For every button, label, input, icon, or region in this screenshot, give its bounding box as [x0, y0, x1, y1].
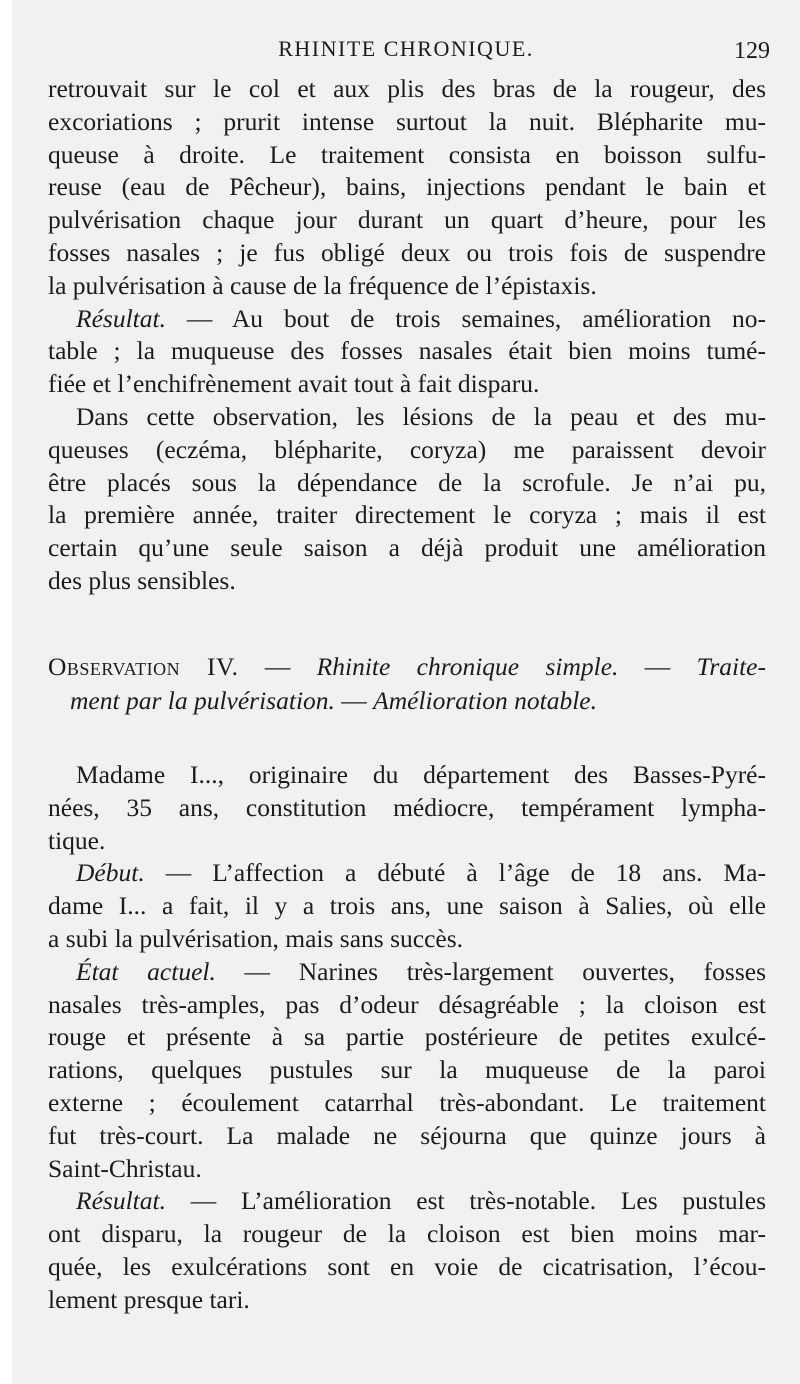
text-line — [48, 791, 766, 825]
page-header — [12, 30, 800, 70]
text-line — [48, 302, 766, 336]
line-text: — Au bout de trois semaines, amélioration no- — [165, 303, 766, 333]
observation-heading-line-1: Observation IV. — Rhinite chronique simple. — Traite- — [48, 652, 766, 681]
text-line — [48, 105, 766, 139]
line-text: retrouvait sur le col et aux plis des bras de la rougeur, des — [48, 74, 766, 103]
text-line — [48, 433, 766, 467]
text-line — [48, 334, 766, 368]
line-text: nasales très-amples, pas d’odeur désagréable ; la cloison est — [48, 989, 766, 1019]
text-line — [48, 856, 766, 890]
text-line — [48, 1217, 766, 1251]
line-text: fosses nasales ; je fus obligé deux ou trois fois de suspendre — [48, 238, 766, 267]
line-text: — L’affection a débuté à l’âge de 18 ans. Ma- — [144, 858, 766, 888]
line-text: tique. — [48, 825, 106, 855]
text-line — [48, 1053, 766, 1087]
line-text: — L’amélioration est très-notable. Les pustules — [165, 1186, 766, 1216]
line-text: rouge et présente à sa partie postérieure de petites exulcé- — [48, 1022, 766, 1052]
line-text: queuses (eczéma, blépharite, coryza) me paraissent devoir — [48, 434, 766, 464]
text-line — [48, 72, 766, 106]
text-line — [48, 531, 766, 565]
text-line — [48, 1119, 766, 1153]
line-text: lement presque tari. — [48, 1284, 250, 1314]
page-number: 129 — [734, 38, 770, 64]
text-line — [48, 955, 766, 989]
line-text: queuse à droite. Le traitement consista en boisson sulfu- — [48, 139, 766, 169]
text-line — [48, 564, 766, 598]
running-head: RHINITE CHRONIQUE. — [278, 36, 534, 61]
line-text: être placés sous la dépendance de la scrofule. Je n’ai pu, — [48, 467, 766, 497]
text-line — [48, 203, 766, 237]
line-text: la pulvérisation à cause de la fréquence de l’épistaxis. — [48, 270, 597, 300]
line-text: table ; la muqueuse des fosses nasales était bien moins tumé- — [48, 336, 766, 366]
text-line — [48, 1020, 766, 1054]
text-line — [48, 170, 766, 204]
text-line — [48, 1250, 766, 1284]
line-text: pulvérisation chaque jour durant un quart d’heure, pour les — [48, 205, 766, 235]
line-text: a subi la pulvérisation, mais sans succès. — [48, 924, 463, 953]
line-text: ont disparu, la rougeur de la cloison est bien moins mar- — [48, 1219, 766, 1249]
line-text: reuse (eau de Pêcheur), bains, injections pendant le bain et — [48, 172, 766, 202]
text-line — [48, 922, 766, 956]
line-text: dame I... a fait, il y a trois ans, une saison à Salies, où elle — [48, 891, 766, 921]
line-text: Saint-Christau. — [48, 1153, 202, 1183]
line-text: des plus sensibles. — [48, 566, 236, 595]
italic-lead: Résultat. — [76, 1186, 166, 1216]
line-text: fut très-court. La malade ne séjourna que quinze jours à — [48, 1120, 766, 1150]
observation-label: Observation IV. — [48, 652, 239, 681]
line-text: nées, 35 ans, constitution médiocre, tempérament lympha- — [48, 792, 766, 822]
text-line — [48, 1184, 766, 1218]
text-line — [48, 400, 766, 434]
text-line — [48, 236, 766, 270]
text-line — [48, 824, 766, 858]
text-line — [48, 1086, 766, 1120]
italic-lead: Début. — [76, 858, 145, 888]
text-line — [48, 988, 766, 1022]
italic-lead: Résultat. — [76, 303, 166, 333]
line-text: quée, les exulcérations sont en voie de cicatrisation, l’écou- — [48, 1252, 766, 1281]
line-text: la première année, traiter directement le coryza ; mais il est — [48, 500, 766, 530]
line-text: excoriations ; prurit intense surtout la nuit. Blépharite mu- — [48, 106, 766, 136]
observation-heading-line-2: ment par la pulvérisation. — Amélioration notable. — [70, 686, 597, 715]
line-text: certain qu’une seule saison a déjà produit une amélioration — [48, 533, 766, 563]
line-text: — Narines très-largement ouvertes, fosses — [215, 956, 766, 986]
line-text: externe ; écoulement catarrhal très-abondant. Le traitement — [48, 1088, 766, 1117]
line-text: fiée et l’enchifrènement avait tout à fait disparu. — [48, 369, 540, 399]
text-line — [48, 889, 766, 923]
text-line — [48, 367, 766, 401]
text-line — [48, 138, 766, 172]
italic-lead: État actuel. — [76, 956, 216, 986]
text-line — [48, 758, 766, 792]
line-text: Madame I..., originaire du département des Basses-Pyré- — [76, 760, 766, 789]
text-line — [48, 498, 766, 532]
line-text: rations, quelques pustules sur la muqueuse de la paroi — [48, 1055, 766, 1085]
text-line — [48, 1152, 766, 1186]
line-text: Dans cette observation, les lésions de la peau et des mu- — [76, 402, 766, 431]
text-line — [48, 269, 766, 303]
text-line — [48, 466, 766, 500]
text-line — [48, 1283, 766, 1317]
